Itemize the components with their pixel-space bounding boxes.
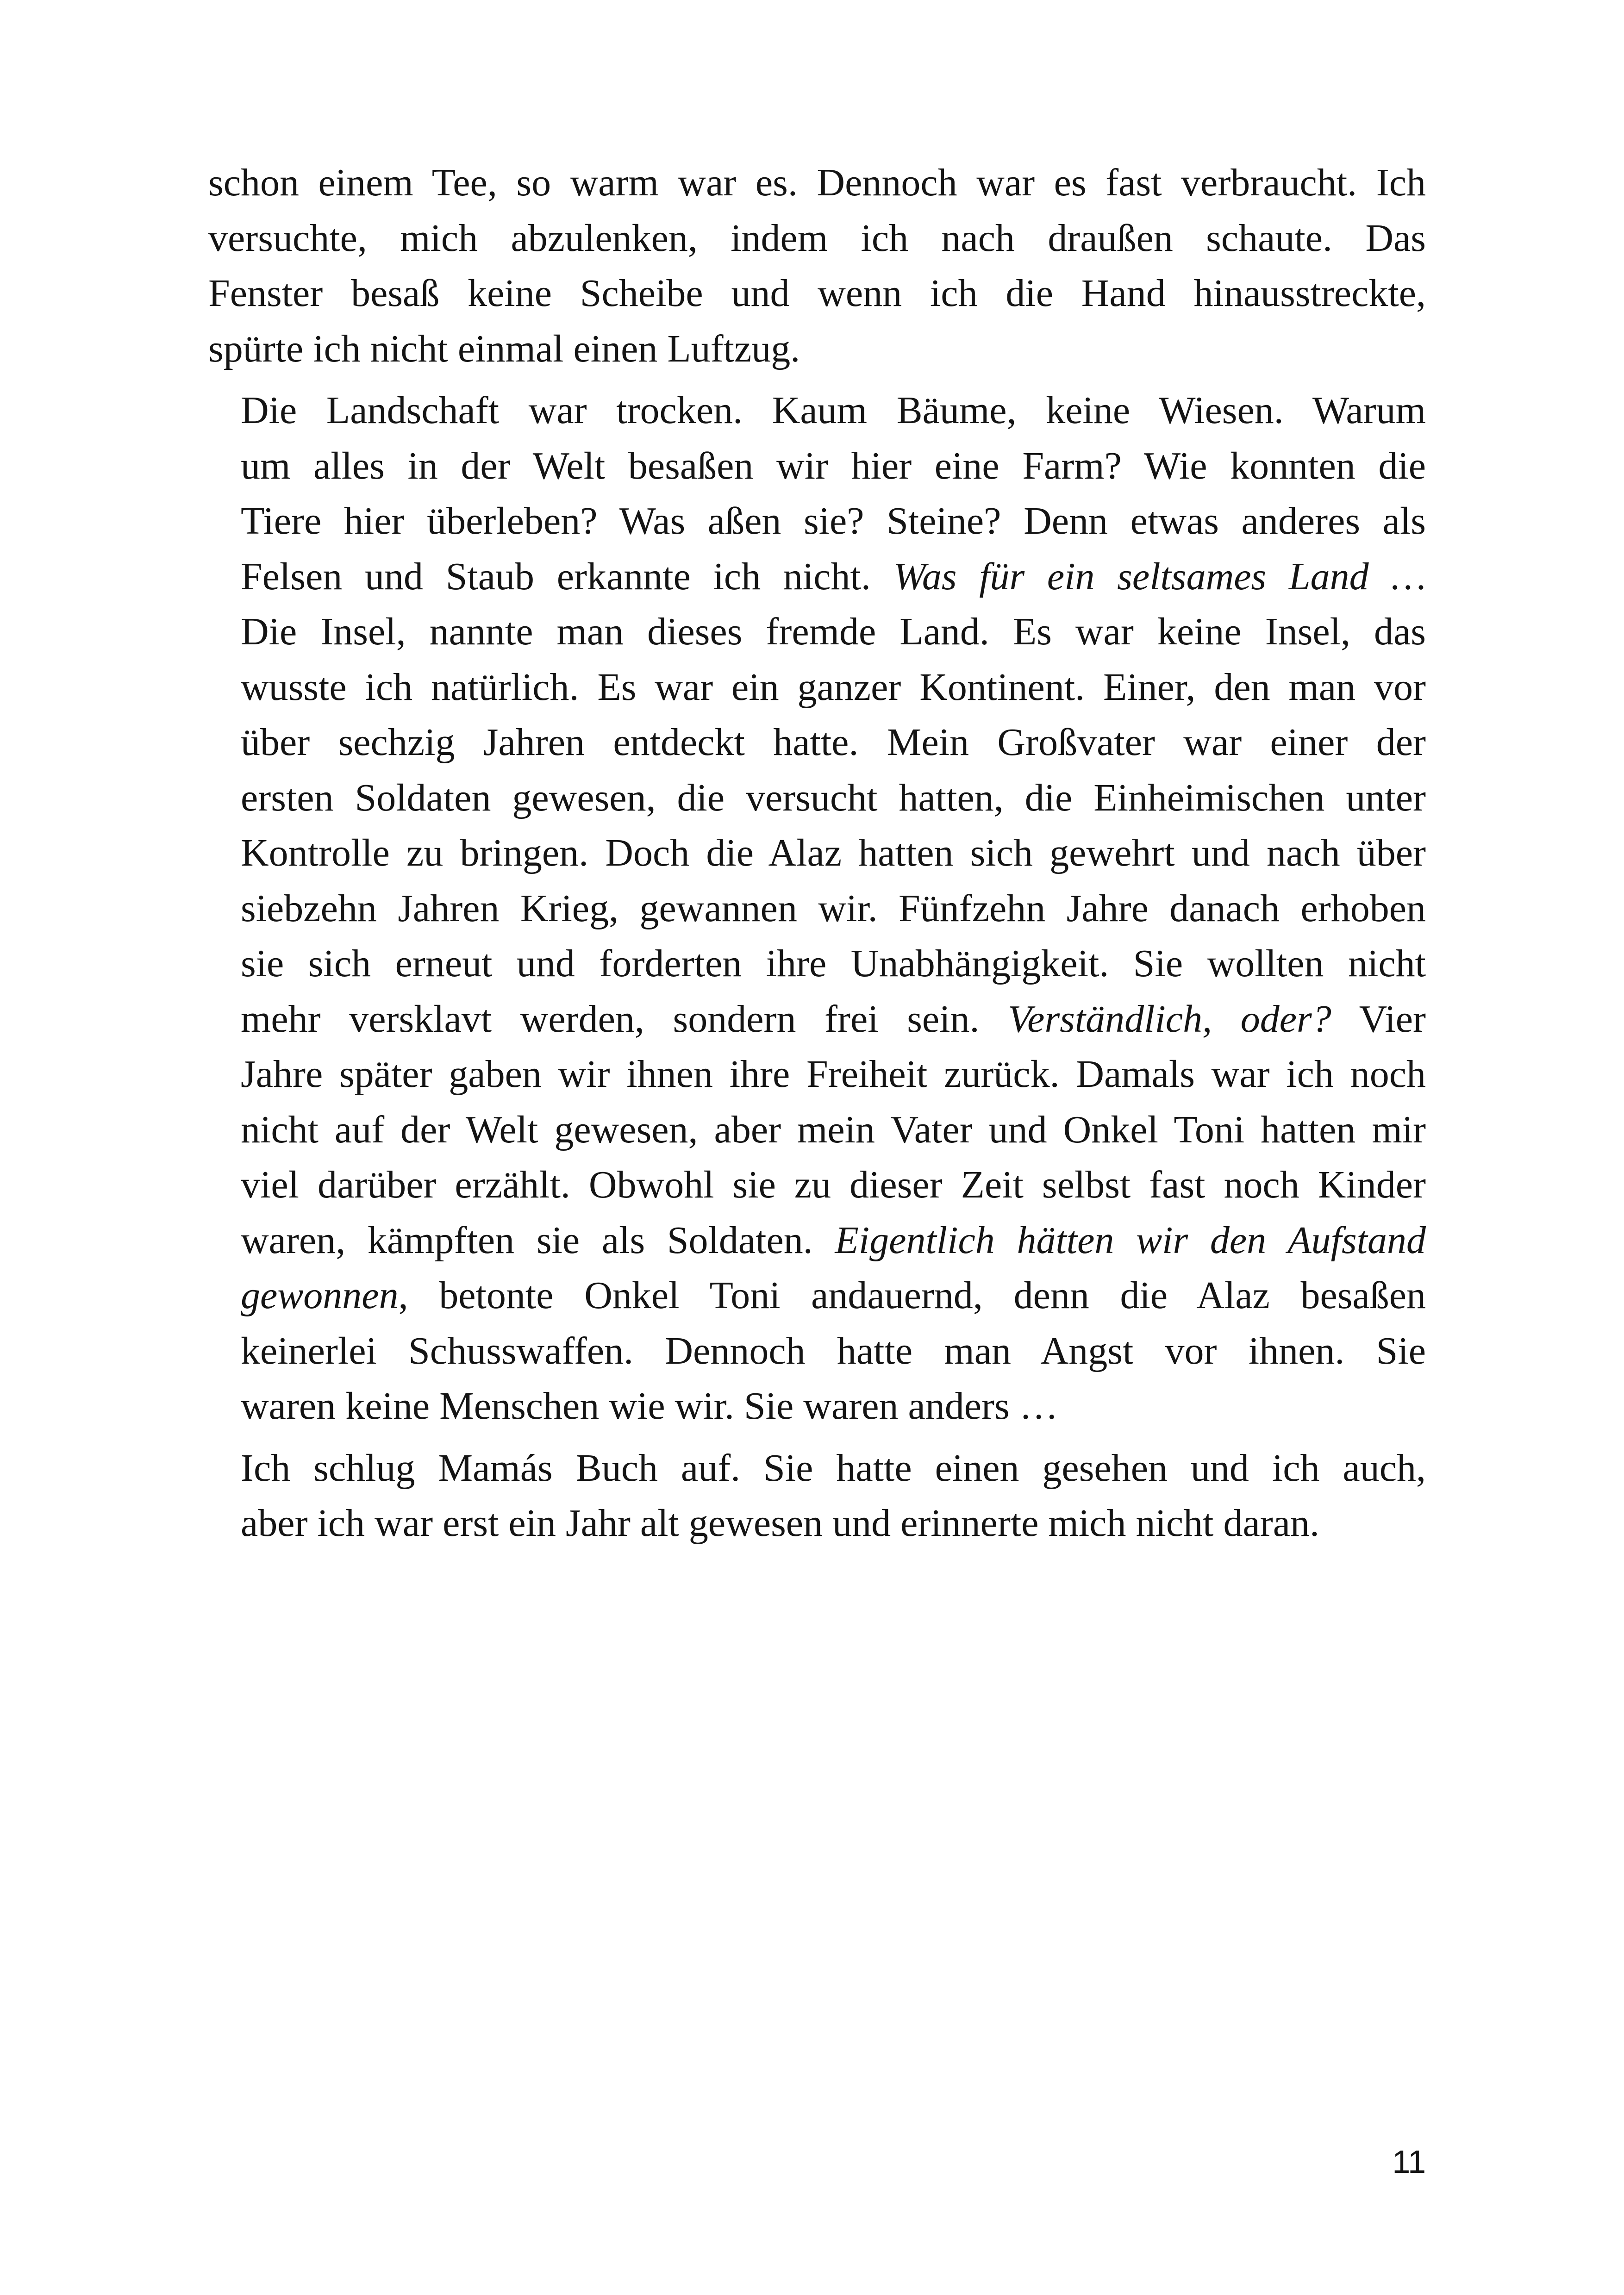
italic-text: Was für ein seltsames Land … <box>893 555 1426 598</box>
text-segment: spürte ich nicht einmal einen Luftzug. <box>208 327 800 370</box>
paragraph <box>208 155 1426 376</box>
text-segment: siebzehn Jahren Krieg, gewannen wir. Fünfzehn Jahre danach erhoben <box>241 886 1426 930</box>
text-segment: über sechzig Jahren entdeckt hatte. Mein Großvater war einer der <box>241 721 1426 764</box>
text-segment: , betonte Onkel Toni andauernd, denn die Alaz besaßen <box>398 1274 1426 1317</box>
text-segment: wusste ich natürlich. Es war ein ganzer Kontinent. Einer, den man vor <box>241 665 1426 709</box>
text-segment: sie sich erneut und forderten ihre Unabhängigkeit. Sie wollten nicht <box>241 942 1426 985</box>
italic-text: Eigentlich hätten wir den Aufstand <box>835 1218 1426 1262</box>
text-line <box>208 211 1426 266</box>
text-segment: Tiere hier überleben? Was aßen sie? Steine? Denn etwas anderes als <box>241 499 1426 543</box>
text-line <box>208 936 1426 992</box>
text-segment: mehr versklavt werden, sondern frei sein. <box>241 997 1008 1041</box>
text-line <box>208 1213 1426 1268</box>
text-line <box>208 1496 1426 1551</box>
text-segment: nicht auf der Welt gewesen, aber mein Vater und Onkel Toni hatten mir <box>241 1108 1426 1151</box>
text-segment: um alles in der Welt besaßen wir hier eine Farm? Wie konnten die <box>241 444 1426 487</box>
text-segment: Jahre später gaben wir ihnen ihre Freiheit zurück. Damals war ich noch <box>241 1053 1426 1096</box>
text-segment: Vier <box>1331 997 1426 1041</box>
text-segment: Kontrolle zu bringen. Doch die Alaz hatten sich gewehrt und nach über <box>241 831 1426 874</box>
text-segment: Die Insel, nannte man dieses fremde Land. Es war keine Insel, das <box>241 610 1426 653</box>
text-line <box>208 321 1426 377</box>
text-segment: Die Landschaft war trocken. Kaum Bäume, keine Wiesen. Warum <box>241 389 1426 432</box>
text-line <box>208 383 1426 438</box>
text-segment: keinerlei Schusswaffen. Dennoch hatte man Angst vor ihnen. Sie <box>241 1329 1426 1372</box>
text-line <box>208 1268 1426 1323</box>
italic-text: gewonnen <box>241 1274 399 1317</box>
text-line <box>208 155 1426 211</box>
paragraph <box>208 383 1426 1434</box>
paragraph <box>208 1441 1426 1551</box>
text-segment: waren keine Menschen wie wir. Sie waren anders … <box>241 1384 1058 1428</box>
italic-text: Verständlich, oder? <box>1008 997 1331 1041</box>
text-segment: Felsen und Staub erkannte ich nicht. <box>241 555 893 598</box>
text-line <box>208 1157 1426 1213</box>
text-line <box>208 1323 1426 1379</box>
text-segment: Ich schlug Mamás Buch auf. Sie hatte einen gesehen und ich auch, <box>241 1446 1426 1490</box>
text-line <box>208 1102 1426 1158</box>
page-number: 11 <box>1392 2144 1426 2180</box>
text-line <box>208 549 1426 605</box>
text-line <box>208 660 1426 715</box>
text-segment: Fenster besaß keine Scheibe und wenn ich die Hand hinausstreckte, <box>208 272 1426 315</box>
text-line <box>208 715 1426 770</box>
text-line <box>208 825 1426 881</box>
text-line <box>208 604 1426 660</box>
text-line <box>208 493 1426 549</box>
text-line <box>208 438 1426 494</box>
text-line <box>208 1441 1426 1496</box>
text-line <box>208 881 1426 936</box>
body-text <box>208 155 1426 1558</box>
text-line <box>208 266 1426 321</box>
text-segment: aber ich war erst ein Jahr alt gewesen und erinnerte mich nicht daran. <box>241 1502 1320 1545</box>
text-line <box>208 992 1426 1047</box>
text-line <box>208 770 1426 826</box>
text-segment: schon einem Tee, so warm war es. Dennoch war es fast verbraucht. Ich <box>208 161 1426 204</box>
text-segment: viel darüber erzählt. Obwohl sie zu dieser Zeit selbst fast noch Kinder <box>241 1163 1426 1206</box>
text-segment: versuchte, mich abzulenken, indem ich nach draußen schaute. Das <box>208 216 1426 260</box>
text-segment: waren, kämpften sie als Soldaten. <box>241 1218 835 1262</box>
text-segment: ersten Soldaten gewesen, die versucht hatten, die Einheimischen unter <box>241 776 1426 819</box>
text-line <box>208 1378 1426 1434</box>
text-line <box>208 1047 1426 1102</box>
